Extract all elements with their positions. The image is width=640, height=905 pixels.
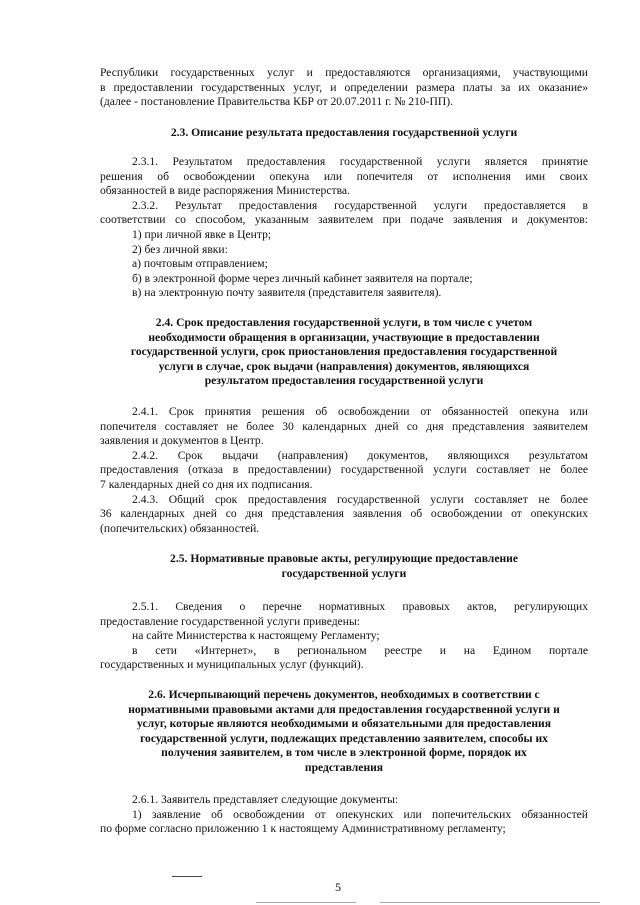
text-line: Республики государственных услуг и предоставляются организациями, участвующими [100, 66, 588, 79]
list-item: а) почтовым отправлением; [132, 257, 268, 271]
scan-edge [256, 902, 356, 903]
list-item: в) на электронную почту заявителя (представителя заявителя). [132, 286, 442, 300]
scan-edge [380, 902, 600, 903]
text-line: 2.3.2. Результат предоставления государственной услуги предоставляется в [132, 198, 588, 212]
text-line: 7 календарных дней со дня их подписания. [100, 477, 313, 491]
text-line: 2.4.2. Срок выдачи (направления) документов, являющихся результатом [132, 448, 588, 462]
section-2-5-body [100, 600, 588, 673]
text-line: заявления и документов в Центр. [100, 434, 264, 448]
heading-2-4: 2.4. Срок предоставления государственной услуги, в том числе с учетом необходимости обращения в организации, участвующие в предоставлении государственной услуги, срок приостановления предоставления государственной услуги в случае, срок выдачи (направления) документов, являющихся результатом предоставления государственной услуги [130, 316, 558, 388]
heading-2-3: 2.3. Описание результата предоставления государственной услуги [170, 126, 518, 139]
text-line: государственных и муниципальных услуг (функций). [100, 658, 364, 672]
page-number: 5 [335, 880, 341, 894]
text-line: на сайте Министерства к настоящему Регламенту; [132, 629, 380, 643]
intro-paragraph [100, 66, 588, 110]
text-line: в сети «Интернет», в региональном реестре и на Едином портале [132, 643, 588, 657]
text-line: (попечительских) обязанностей. [100, 521, 260, 535]
text-line: обязанностей в виде распоряжения Министерства. [100, 184, 350, 198]
heading-2-5: 2.5. Нормативные правовые акты, регулирующие предоставление государственной услуги [170, 552, 518, 580]
section-2-6-body [100, 793, 588, 837]
text-line: 1) заявление об освобождении от опекунских или попечительских обязанностей [132, 807, 588, 821]
text-line: по форме согласно приложению 1 к настоящему Административному регламенту; [100, 822, 506, 836]
text-line: соответствии со способом, указанным заявителем при подаче заявления и документов: [100, 213, 588, 227]
text-line: (далее - постановление Правительства КБР от 20.07.2011 г. № 210-ПП). [100, 95, 454, 109]
section-2-3-body [100, 155, 588, 301]
heading-2-6: 2.6. Исчерпывающий перечень документов, необходимых в соответствии с нормативными правовыми актами для предоставления государственной услуги и услуг, которые являются необходимыми и обязательными для предоставления государственной услуги, подлежащих представлению заявителем, способы их получения заявителем, в том числе в электронной форме, порядок их представления [128, 688, 560, 774]
text-line: предоставление государственной услуги приведены: [100, 614, 360, 628]
list-item: б) в электронной форме через личный кабинет заявителя на портале; [132, 271, 473, 285]
section-2-4-body [100, 405, 588, 536]
text-line: 2.6.1. Заявитель представляет следующие документы: [132, 793, 399, 806]
footnote-divider [172, 876, 202, 877]
list-item: 2) без личной явки: [132, 242, 228, 256]
text-line: попечителя составляет не более 30 календарных дней со дня представления заявителем [100, 419, 588, 433]
text-line: 2.4.1. Срок принятия решения об освобождении от обязанностей опекуна или [132, 405, 588, 418]
list-item: 1) при личной явке в Центр; [132, 227, 272, 241]
text-line: 36 календарных дней со дня представления заявления об освобождении от опекунских [100, 507, 588, 521]
text-line: решения об освобождении опекуна или попечителя от исполнения ими своих [100, 169, 588, 183]
text-line: в предоставлении государственных услуг, и определении размера платы за их оказание» [100, 80, 588, 94]
text-line: 2.4.3. Общий срок предоставления государственной услуги составляет не более [132, 492, 588, 506]
text-line: 2.3.1. Результатом предоставления государственной услуги является принятие [132, 155, 588, 168]
text-line: предоставления (отказа в предоставлении) государственной услуги составляет не более [100, 463, 588, 477]
text-line: 2.5.1. Сведения о перечне нормативных правовых актов, регулирующих [132, 600, 588, 613]
